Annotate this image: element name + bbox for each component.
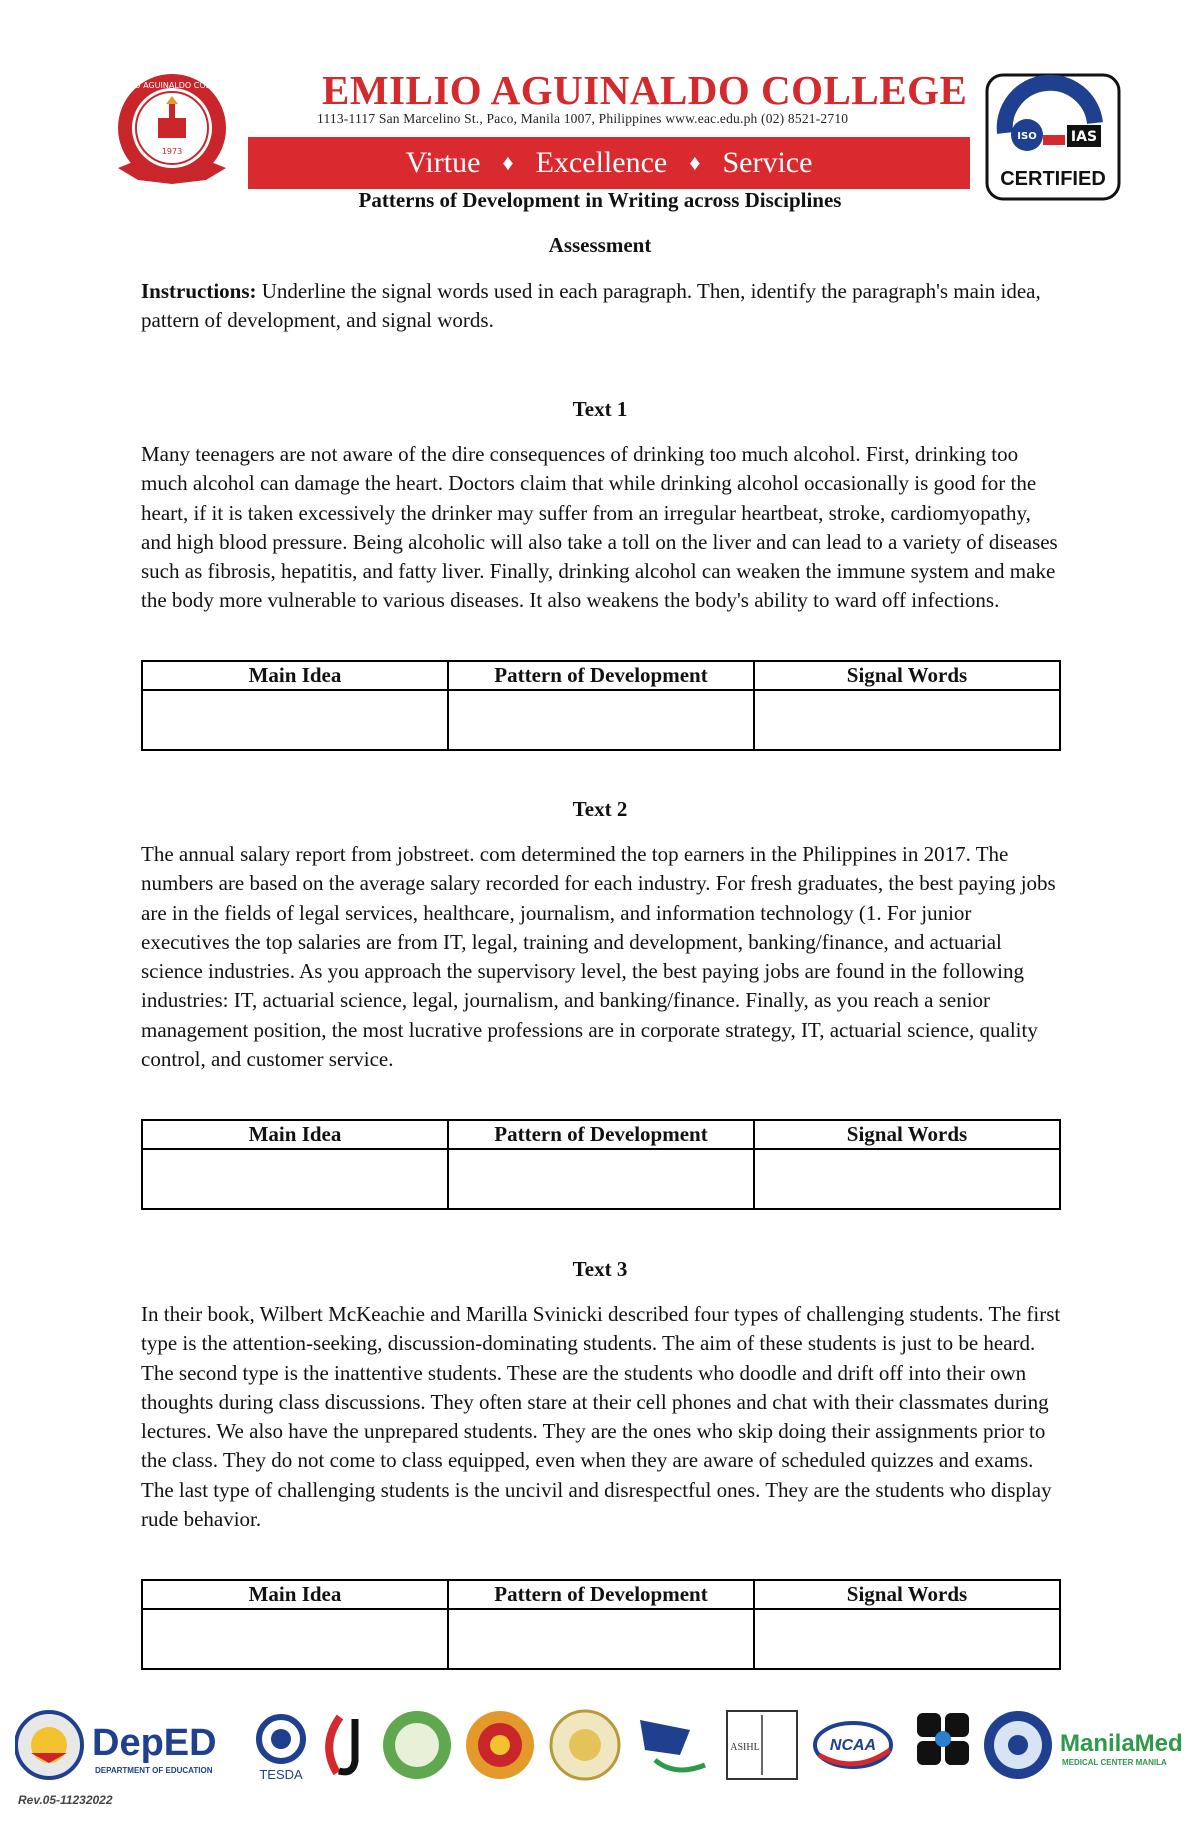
pattern-header: Pattern of Development [448, 1120, 754, 1149]
fj-logo [329, 1717, 355, 1773]
signal-words-header: Signal Words [754, 661, 1060, 690]
deped-seal-logo [16, 1712, 82, 1778]
revision-code: Rev.05-11232022 [18, 1793, 113, 1807]
pattern-answer-cell[interactable] [448, 690, 754, 750]
svg-text:MEDICAL CENTER MANILA: MEDICAL CENTER MANILA [1062, 1758, 1167, 1767]
manilamed-logo [1060, 1730, 1183, 1767]
pattern-answer-cell[interactable] [448, 1609, 754, 1669]
college-association-seal-logo [551, 1711, 619, 1779]
svg-text:ASIHL: ASIHL [730, 1742, 760, 1753]
document-subtitle: Assessment [548, 233, 652, 257]
motto-separator: ♦ [689, 150, 701, 175]
accreditation-logos-strip [15, 1705, 1190, 1785]
iso-ias-certified-badge [985, 73, 1121, 201]
tesda-logo [259, 1717, 303, 1782]
ncaa-logo [815, 1723, 891, 1767]
main-idea-header: Main Idea [142, 1580, 448, 1609]
signal-words-header: Signal Words [754, 1580, 1060, 1609]
main-idea-header: Main Idea [142, 661, 448, 690]
government-seal-logo [984, 1711, 1052, 1779]
main-idea-answer-cell[interactable] [142, 690, 448, 750]
main-idea-answer-cell[interactable] [142, 1149, 448, 1209]
svg-text:IAS: IAS [1070, 129, 1098, 145]
asihl-logo [727, 1711, 797, 1779]
svg-text:NCAA: NCAA [829, 1737, 877, 1754]
college-name: EMILIO AGUINALDO COLLEGE [322, 67, 968, 113]
college-seal-logo [108, 68, 236, 196]
college-address: 1113-1117 San Marcelino St., Paco, Manila 1007, Philippines www.eac.edu.ph (02) 8521-2710 [317, 111, 849, 126]
main-idea-header: Main Idea [142, 1120, 448, 1149]
text-1-body: Many teenagers are not aware of the dire consequences of drinking too much alcohol. First, drinking too much alcohol can damage the heart. Doctors claim that while drinking alcohol occasionally is good for the heart, if it is taken excessively the drinker may suffer from an irregular heartbeat, stroke, cardiomyopathy, and high blood pressure. Being alcoholic will also take a toll on the liver and can lead to a variety of diseases such as fibrosis, hepatitis, and fatty liver. Finally, drinking alcohol can weaken the immune system and make the body more vulnerable to various diseases. It also weakens the body's ability to ward off infections. [141, 442, 1058, 613]
pattern-header: Pattern of Development [448, 1580, 754, 1609]
pattern-answer-cell[interactable] [448, 1149, 754, 1209]
motto-virtue: Virtue [405, 146, 481, 179]
instructions-text: Underline the signal words used in each paragraph. Then, identify the paragraph's main idea, pattern of development, and signal words. [141, 279, 1041, 333]
prisaa-seal-logo [466, 1711, 534, 1779]
document-title: Patterns of Development in Writing across Disciplines [358, 188, 842, 212]
svg-text:EMILIO AGUINALDO COLLEGE: EMILIO AGUINALDO COLLEGE [113, 81, 231, 90]
signal-words-answer-cell[interactable] [754, 1609, 1060, 1669]
association-seal-logo [383, 1711, 451, 1779]
answer-table-3 [141, 1579, 1061, 1670]
motto-bar [248, 137, 970, 189]
arrow-logo [640, 1720, 705, 1770]
answer-table-1 [141, 660, 1061, 751]
main-idea-answer-cell[interactable] [142, 1609, 448, 1669]
instructions [141, 277, 1061, 336]
text-3-body: In their book, Wilbert McKeachie and Marilla Svinicki described four types of challenging students. The first type is the attention-seeking, discussion-dominating students. The aim of these students is just to be heard. The second type is the inattentive students. These are the students who doodle and drift off into their own thoughts during class discussions. They often stare at their cell phones and chat with their classmates during lectures. We also have the unprepared students. They are the ones who skip doing their assignments prior to the class. They do not come to class equipped, even when they are aware of scheduled quizzes and exams. The last type of challenging students is the uncivil and disrespectful ones. They are the students who display rude behavior. [141, 1302, 1061, 1532]
motto-service: Service [722, 146, 813, 179]
svg-text:1973: 1973 [161, 147, 183, 156]
signal-words-answer-cell[interactable] [754, 1149, 1060, 1209]
svg-text:TESDA: TESDA [259, 1767, 303, 1782]
instructions-label: Instructions: [141, 279, 257, 303]
svg-text:DEPARTMENT OF EDUCATION: DEPARTMENT OF EDUCATION [95, 1766, 213, 1775]
pattern-header: Pattern of Development [448, 661, 754, 690]
svg-text:CERTIFIED: CERTIFIED [1000, 168, 1106, 190]
signal-words-header: Signal Words [754, 1120, 1060, 1149]
svg-text:ISO: ISO [1017, 131, 1037, 142]
text-2-body: The annual salary report from jobstreet. com determined the top earners in the Philippines in 2017. The numbers are based on the average salary recorded for each industry. For fresh graduates, the best paying jobs are in the fields of legal services, healthcare, journalism, and information technology (1. For junior executives the top salaries are from IT, legal, training and development, banking/finance, and actuarial science industries. As you approach the supervisory level, the best paying jobs are found in the following industries: IT, actuarial science, legal, journalism, and banking/finance. Finally, as you reach a senior management position, the most lucrative professions are in corporate strategy, IT, actuarial science, quality control, and customer service. [141, 842, 1056, 1072]
svg-text:DepED: DepED [92, 1722, 217, 1764]
text-3-heading: Text 3 [572, 1257, 628, 1281]
dost-logo [917, 1713, 969, 1765]
deped-logo [92, 1722, 217, 1775]
motto-separator: ♦ [502, 150, 514, 175]
text-2-heading: Text 2 [572, 797, 628, 821]
svg-text:ManilaMed: ManilaMed [1060, 1730, 1183, 1757]
motto-excellence: Excellence [535, 146, 668, 179]
text-1-heading: Text 1 [572, 397, 628, 421]
signal-words-answer-cell[interactable] [754, 690, 1060, 750]
answer-table-2 [141, 1119, 1061, 1210]
